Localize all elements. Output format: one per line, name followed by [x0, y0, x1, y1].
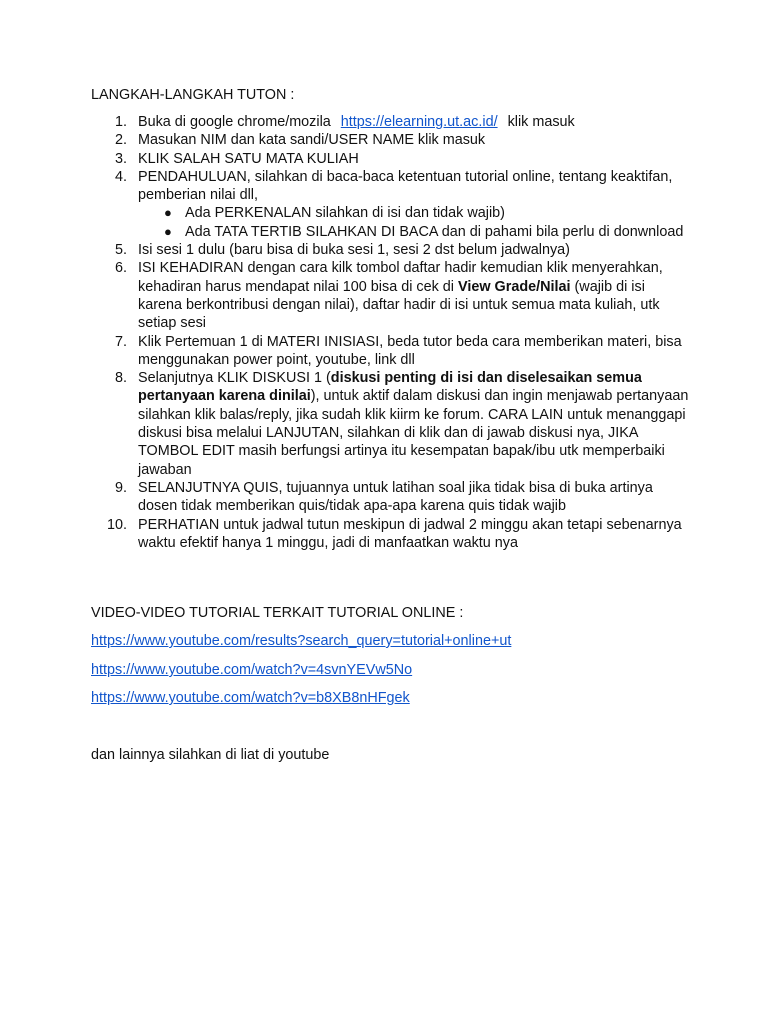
step-bold-text: View Grade/Nilai: [458, 278, 571, 295]
step-number: 9.: [114, 479, 127, 496]
step-number: 1.: [114, 114, 127, 130]
step-item: [91, 259, 691, 332]
step-number: 4.: [114, 168, 127, 185]
step-item: [91, 168, 691, 241]
document-heading: LANGKAH-LANGKAH TUTON :: [91, 87, 295, 103]
closing-text: dan lainnya silahkan di liat di youtube: [91, 747, 330, 763]
step-text: PERHATIAN untuk jadwal tutun meskipun di jadwal 2 minggu akan tetapi sebenarnya waktu efektif hanya 1 minggu, jadi di manfaatkan waktu nya: [138, 516, 682, 551]
step-text: Klik Pertemuan 1 di MATERI INISIASI, beda tutor beda cara memberikan materi, bisa menggunakan power point, youtube, link dll: [138, 333, 682, 368]
sub-bullet-list: [138, 204, 691, 241]
video-section-title: VIDEO-VIDEO TUTORIAL TERKAIT TUTORIAL ONLINE :: [91, 605, 464, 621]
step-text: klik masuk: [503, 114, 575, 130]
bullet-icon: ●: [164, 223, 172, 239]
sub-bullet-text: Ada PERKENALAN silahkan di isi dan tidak wajib): [185, 205, 505, 222]
step-number: 2.: [114, 132, 127, 149]
youtube-video-link[interactable]: https://www.youtube.com/watch?v=b8XB8nHFgek: [91, 690, 410, 706]
step-item: [91, 516, 691, 553]
youtube-search-link[interactable]: https://www.youtube.com/results?search_query=tutorial+online+ut: [91, 633, 512, 649]
step-item: [91, 113, 691, 131]
elearning-link[interactable]: https://elearning.ut.ac.id/: [340, 114, 498, 130]
sub-bullet-item: [138, 223, 691, 241]
sub-bullet-item: [138, 204, 691, 222]
step-text: SELANJUTNYA QUIS, tujuannya untuk latihan soal jika tidak bisa di buka artinya dosen tidak memberikan quis/tidak apa-apa karena quis tidak wajib: [138, 479, 653, 515]
step-item: [91, 241, 691, 259]
step-number: 7.: [114, 333, 127, 350]
step-text: ISI KEHADIRAN dengan cara kilk tombol daftar hadir kemudian klik menyerahkan, kehadiran harus mendapat nilai 100 bisa di cek di: [138, 260, 663, 295]
bullet-icon: ●: [164, 205, 172, 221]
step-number: 10.: [106, 516, 127, 533]
sub-bullet-text: Ada TATA TERTIB SILAHKAN DI BACA dan di pahami bila perlu di donwnload: [185, 223, 684, 240]
step-number: 3.: [114, 150, 127, 167]
step-text: (wajib di isi karena berkontribusi dengan nilai), daftar hadir di isi untuk semua mata kuliah, utk setiap sesi: [138, 278, 660, 332]
step-text: KLIK SALAH SATU MATA KULIAH: [138, 150, 359, 167]
step-item: [91, 131, 691, 149]
step-text: Masukan NIM dan kata sandi/USER NAME klik masuk: [138, 132, 486, 149]
step-text: ), untuk aktif dalam diskusi dan ingin menjawab pertanyaan silahkan klik balas/reply, jika sudah klik kiirm ke forum. CARA LAIN untuk menanggapi diskusi bisa melalui LANJUTAN, silahkan di klik dan di jawab diskusi nya, JIKA TOMBOL EDIT masih berfungsi artinya itu kesempatan bapak/ibu utk memperbaiki jawaban: [138, 388, 689, 478]
step-text: PENDAHULUAN, silahkan di baca-baca ketentuan tutorial online, tentang keaktifan, pemberian nilai dll,: [138, 168, 673, 204]
youtube-video-link[interactable]: https://www.youtube.com/watch?v=4svnYEVw5No: [91, 662, 413, 678]
step-text: Buka di google chrome/mozila: [138, 114, 335, 130]
step-item: [91, 333, 691, 370]
step-bold-text: diskusi penting di isi dan diselesaikan semua pertanyaan karena dinilai: [138, 370, 642, 405]
step-number: 5.: [114, 242, 127, 259]
step-number: 6.: [114, 260, 127, 277]
step-item: [91, 369, 691, 479]
steps-list: [91, 113, 691, 552]
step-item: [91, 150, 691, 168]
step-text: Selanjutnya KLIK DISKUSI 1 (: [138, 370, 331, 387]
step-text: Isi sesi 1 dulu (baru bisa di buka sesi 1, sesi 2 dst belum jadwalnya): [138, 242, 570, 259]
step-item: [91, 479, 691, 516]
step-number: 8.: [114, 370, 127, 387]
